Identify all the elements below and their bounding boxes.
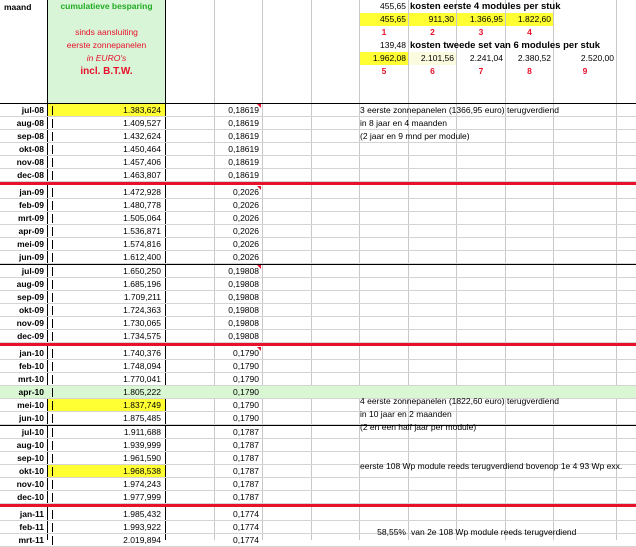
header-line2: eerste zonnepanelen bbox=[66, 40, 147, 50]
month-cell: mrt-09 bbox=[18, 213, 44, 223]
rate-cell: 0,19808 bbox=[228, 279, 259, 289]
gridline bbox=[311, 0, 312, 540]
cell-marker bbox=[52, 253, 53, 262]
cumulative-value: 1.472,928 bbox=[123, 187, 161, 197]
cumulative-value: 1.383,624 bbox=[123, 105, 161, 115]
note-8: van 2e 108 Wp module reeds terugverdiend bbox=[411, 527, 577, 537]
cost1-value-1: 455,65 bbox=[360, 13, 408, 26]
cell-marker bbox=[52, 401, 53, 410]
cell-marker bbox=[52, 319, 53, 328]
header-title: cumulatieve besparing bbox=[60, 1, 153, 11]
cell-marker bbox=[52, 454, 53, 463]
cell-marker bbox=[52, 480, 53, 489]
rate-cell: 0,18619 bbox=[228, 170, 259, 180]
gridline bbox=[505, 0, 506, 540]
note-4: 4 eerste zonnepanelen (1822,60 euro) terugverdiend bbox=[360, 396, 559, 406]
cumulative-value: 1.974,243 bbox=[123, 479, 161, 489]
cumulative-value: 1.505,064 bbox=[123, 213, 161, 223]
cell-marker bbox=[52, 201, 53, 210]
cell-marker bbox=[52, 158, 53, 167]
cost2-value-2: 2.101,56 bbox=[409, 52, 456, 65]
month-cell: feb-09 bbox=[18, 200, 44, 210]
cell-marker bbox=[52, 388, 53, 397]
rate-cell: 0,1787 bbox=[233, 466, 259, 476]
cell-marker bbox=[52, 106, 53, 115]
cell-marker bbox=[52, 188, 53, 197]
cell-marker bbox=[52, 280, 53, 289]
rate-cell: 0,2026 bbox=[233, 187, 259, 197]
cumulative-value: 1.805,222 bbox=[123, 387, 161, 397]
rate-cell: 0,1787 bbox=[233, 453, 259, 463]
gridline bbox=[553, 0, 554, 540]
header-line4: incl. B.T.W. bbox=[80, 66, 133, 77]
rate-cell: 0,1790 bbox=[233, 413, 259, 423]
cost1-value-3: 1.366,95 bbox=[457, 13, 505, 26]
month-cell: aug-10 bbox=[16, 440, 44, 450]
cumulative-value: 2.019,894 bbox=[123, 535, 161, 545]
cost2-label: kosten tweede set van 6 modules per stuk bbox=[410, 40, 601, 51]
month-cell: nov-08 bbox=[16, 157, 44, 167]
cost2-number-9: 9 bbox=[582, 66, 588, 76]
month-cell: jul-09 bbox=[21, 266, 44, 276]
cell-marker bbox=[52, 227, 53, 236]
month-cell: dec-09 bbox=[17, 331, 44, 341]
column-divider bbox=[165, 0, 166, 540]
month-cell: mei-10 bbox=[17, 400, 44, 410]
cumulative-value: 1.463,807 bbox=[123, 170, 161, 180]
gridline bbox=[262, 0, 263, 540]
note-3: (2 jaar en 9 mnd per module) bbox=[360, 131, 470, 141]
comment-marker[interactable] bbox=[257, 104, 261, 108]
cumulative-value: 1.409,527 bbox=[123, 118, 161, 128]
comment-marker[interactable] bbox=[257, 265, 261, 269]
cell-marker bbox=[52, 293, 53, 302]
month-cell: feb-11 bbox=[19, 522, 44, 532]
cost1-number-1: 1 bbox=[381, 27, 387, 37]
cell-marker bbox=[52, 428, 53, 437]
cumulative-value: 1.536,871 bbox=[123, 226, 161, 236]
cumulative-value: 1.432,624 bbox=[123, 131, 161, 141]
month-cell: jul-08 bbox=[21, 105, 44, 115]
cost1-value-4: 1.822,60 bbox=[506, 13, 553, 26]
cell-marker bbox=[52, 267, 53, 276]
month-cell: okt-10 bbox=[18, 466, 44, 476]
month-cell: jul-10 bbox=[21, 427, 44, 437]
cost2-value-1: 1.962,08 bbox=[360, 52, 408, 65]
month-cell: mrt-10 bbox=[18, 374, 44, 384]
month-cell: sep-08 bbox=[17, 131, 44, 141]
month-cell: mei-09 bbox=[17, 239, 44, 249]
gridline bbox=[456, 0, 457, 540]
month-cell: okt-09 bbox=[18, 305, 44, 315]
cell-marker bbox=[52, 362, 53, 371]
month-cell: apr-09 bbox=[18, 226, 44, 236]
rate-cell: 0,1787 bbox=[233, 440, 259, 450]
cumulative-value: 1.730,065 bbox=[123, 318, 161, 328]
header-green-block bbox=[48, 0, 165, 103]
cell-marker bbox=[52, 414, 53, 423]
cumulative-value: 1.748,094 bbox=[123, 361, 161, 371]
rate-cell: 0,18619 bbox=[228, 157, 259, 167]
note-5: in 10 jaar en 2 maanden bbox=[360, 409, 452, 419]
cumulative-value: 1.993,922 bbox=[123, 522, 161, 532]
month-cell: jan-09 bbox=[19, 187, 44, 197]
cost2-number-6: 6 bbox=[430, 66, 435, 76]
month-cell: mrt-11 bbox=[18, 535, 44, 545]
month-cell: sep-10 bbox=[17, 453, 44, 463]
cost1-value-2: 911,30 bbox=[409, 13, 456, 26]
cell-marker bbox=[52, 332, 53, 341]
gridline bbox=[408, 0, 409, 540]
cumulative-value: 1.961,590 bbox=[123, 453, 161, 463]
cost2-value-3: 2.241,04 bbox=[469, 53, 503, 63]
cumulative-value: 1.837,749 bbox=[123, 400, 161, 410]
cost2-value-5: 2.520,00 bbox=[580, 53, 614, 63]
cost1-number-2: 2 bbox=[430, 27, 435, 37]
cumulative-value: 1.740,376 bbox=[123, 348, 161, 358]
cumulative-value: 1.875,485 bbox=[123, 413, 161, 423]
rate-cell: 0,18619 bbox=[228, 144, 259, 154]
gridline bbox=[359, 0, 360, 540]
cumulative-value: 1.480,778 bbox=[123, 200, 161, 210]
cumulative-value: 1.612,400 bbox=[123, 252, 161, 262]
rate-cell: 0,2026 bbox=[233, 226, 259, 236]
year-separator bbox=[0, 343, 636, 346]
cumulative-value: 1.457,406 bbox=[123, 157, 161, 167]
rate-cell: 0,2026 bbox=[233, 213, 259, 223]
rate-cell: 0,18619 bbox=[228, 105, 259, 115]
month-cell: jun-09 bbox=[18, 252, 44, 262]
header-line1: sinds aansluiting bbox=[75, 27, 138, 37]
rate-cell: 0,1787 bbox=[233, 479, 259, 489]
month-cell: jan-11 bbox=[19, 509, 44, 519]
cumulative-value: 1.724,363 bbox=[123, 305, 161, 315]
cumulative-value: 1.968,538 bbox=[123, 466, 161, 476]
cost2-value-4: 2.380,52 bbox=[517, 53, 551, 63]
month-cell: aug-08 bbox=[16, 118, 44, 128]
note-1: 3 eerste zonnepanelen (1366,95 euro) terugverdiend bbox=[360, 105, 559, 115]
month-column-header: maand bbox=[4, 2, 32, 12]
rate-cell: 0,1790 bbox=[233, 361, 259, 371]
cumulative-value: 1.650,250 bbox=[123, 266, 161, 276]
cell-marker bbox=[52, 536, 53, 545]
cell-marker bbox=[52, 145, 53, 154]
cell-marker bbox=[52, 493, 53, 502]
cumulative-value: 1.977,999 bbox=[123, 492, 161, 502]
cumulative-value: 1.450,464 bbox=[123, 144, 161, 154]
rate-cell: 0,1790 bbox=[233, 400, 259, 410]
month-cell: jan-10 bbox=[19, 348, 44, 358]
comment-marker[interactable] bbox=[257, 347, 261, 351]
rate-cell: 0,1790 bbox=[233, 387, 259, 397]
note-2: in 8 jaar en 4 maanden bbox=[360, 118, 447, 128]
cost2-total: 139,48 bbox=[380, 40, 406, 50]
rate-cell: 0,1787 bbox=[233, 492, 259, 502]
cost1-label: kosten eerste 4 modules per stuk bbox=[410, 1, 561, 12]
cell-marker bbox=[52, 467, 53, 476]
cost1-number-3: 3 bbox=[478, 27, 484, 37]
cell-marker bbox=[52, 240, 53, 249]
month-cell: apr-10 bbox=[18, 387, 44, 397]
rate-cell: 0,18619 bbox=[228, 131, 259, 141]
cell-marker bbox=[52, 441, 53, 450]
month-cell: dec-10 bbox=[17, 492, 44, 502]
rate-cell: 0,2026 bbox=[233, 252, 259, 262]
month-cell: aug-09 bbox=[16, 279, 44, 289]
month-cell: feb-10 bbox=[18, 361, 44, 371]
rate-cell: 0,19808 bbox=[228, 292, 259, 302]
year-separator bbox=[0, 182, 636, 185]
gridline bbox=[616, 0, 617, 540]
year-separator bbox=[0, 504, 636, 507]
rate-cell: 0,1774 bbox=[233, 509, 259, 519]
cell-marker bbox=[52, 510, 53, 519]
month-cell: nov-09 bbox=[16, 318, 44, 328]
month-cell: sep-09 bbox=[17, 292, 44, 302]
month-cell: dec-08 bbox=[17, 170, 44, 180]
cell-marker bbox=[52, 214, 53, 223]
cumulative-value: 1.770,041 bbox=[123, 374, 161, 384]
cell-marker bbox=[52, 306, 53, 315]
header-line3: in EURO's bbox=[86, 53, 127, 63]
cumulative-value: 1.574,816 bbox=[123, 239, 161, 249]
cumulative-value: 1.911,688 bbox=[123, 427, 161, 437]
rate-cell: 0,19808 bbox=[228, 266, 259, 276]
rate-cell: 0,1790 bbox=[233, 348, 259, 358]
rate-cell: 0,2026 bbox=[233, 239, 259, 249]
cost1-number-4: 4 bbox=[527, 27, 532, 37]
cell-marker bbox=[52, 523, 53, 532]
comment-marker[interactable] bbox=[257, 186, 261, 190]
cost1-total: 455,65 bbox=[380, 1, 406, 11]
cumulative-value: 1.734,575 bbox=[123, 331, 161, 341]
month-cell: okt-08 bbox=[18, 144, 44, 154]
cumulative-value: 1.685,196 bbox=[123, 279, 161, 289]
cumulative-value: 1.709,211 bbox=[123, 292, 161, 302]
cost2-number-7: 7 bbox=[478, 66, 484, 76]
rate-cell: 0,19808 bbox=[228, 318, 259, 328]
cell-marker bbox=[52, 132, 53, 141]
note-8-percentage: 58,55% bbox=[377, 527, 406, 537]
rate-cell: 0,2026 bbox=[233, 200, 259, 210]
cost2-number-8: 8 bbox=[527, 66, 532, 76]
rate-cell: 0,1790 bbox=[233, 374, 259, 384]
cumulative-value: 1.939,999 bbox=[123, 440, 161, 450]
rate-cell: 0,1774 bbox=[233, 535, 259, 545]
month-cell: jun-10 bbox=[18, 413, 44, 423]
cumulative-value: 1.985,432 bbox=[123, 509, 161, 519]
cell-marker bbox=[52, 375, 53, 384]
note-6: (2 en een half jaar per module) bbox=[360, 422, 477, 432]
rate-cell: 0,19808 bbox=[228, 305, 259, 315]
rate-cell: 0,18619 bbox=[228, 118, 259, 128]
cell-marker bbox=[52, 349, 53, 358]
month-cell: nov-10 bbox=[16, 479, 44, 489]
cell-marker bbox=[52, 119, 53, 128]
cell-marker bbox=[52, 171, 53, 180]
note-7: eerste 108 Wp module reeds terugverdiend bovenop 1e 4 93 Wp exx. bbox=[360, 461, 623, 471]
cost2-number-5: 5 bbox=[381, 66, 387, 76]
rate-cell: 0,1787 bbox=[233, 427, 259, 437]
rate-cell: 0,1774 bbox=[233, 522, 259, 532]
rate-cell: 0,19808 bbox=[228, 331, 259, 341]
